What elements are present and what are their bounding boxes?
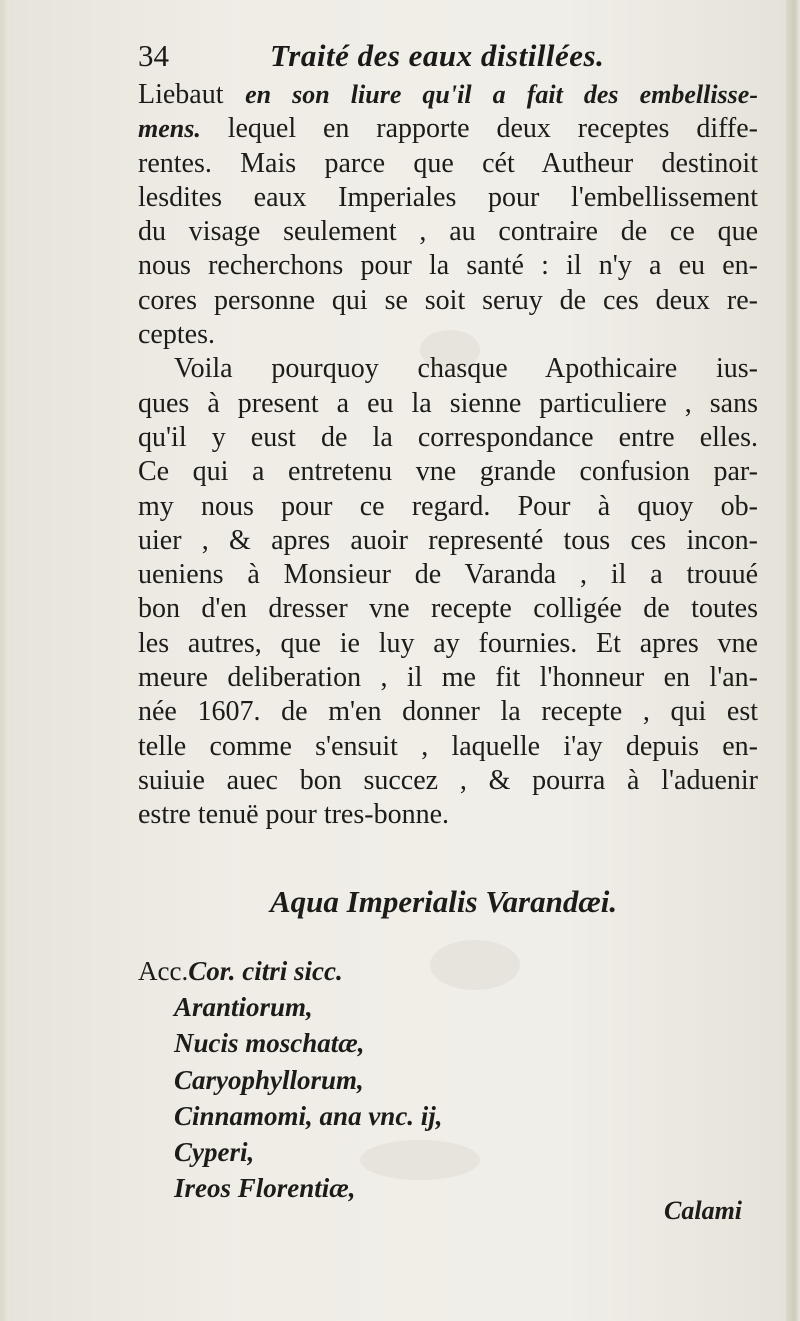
text-line <box>138 490 758 524</box>
text-line <box>138 318 758 352</box>
body-text <box>138 78 758 833</box>
text-segment: suiuie auec bon succez , & pourra à l'aduenir <box>138 764 758 796</box>
ingredient-text: Cor. citri sicc. <box>188 956 343 986</box>
text-line <box>138 730 758 764</box>
ingredient-text: Cyperi, <box>174 1137 255 1168</box>
text-line <box>138 592 758 626</box>
text-line <box>138 695 758 729</box>
text-line <box>138 112 758 146</box>
text-segment: née 1607. de m'en donner la recepte , qui est <box>138 696 758 728</box>
text-line <box>138 798 758 832</box>
text-segment: Liebaut <box>138 79 246 110</box>
text-line <box>138 421 758 455</box>
text-line <box>138 215 758 249</box>
acc-prefix: Acc. <box>138 956 189 986</box>
text-segment: les autres, que ie luy ay fournies. Et apres vne <box>138 627 758 659</box>
text-segment: Voila pourquoy chasque Apothicaire ius- <box>174 353 758 385</box>
text-segment: ques à present a eu la sienne particuliere , sans <box>138 387 758 419</box>
ingredient-text: Ireos Florentiæ, <box>174 1173 356 1204</box>
text-segment: my nous pour ce regard. Pour à quoy ob- <box>138 490 758 522</box>
text-segment: lesdites eaux Imperiales pour l'embellissement <box>138 181 758 213</box>
text-segment: cores personne qui se soit seruy de ces deux re- <box>138 284 758 316</box>
page-right-edge <box>786 0 800 1321</box>
running-title: Traité des eaux distillées. <box>270 38 605 73</box>
page-left-edge <box>0 0 10 1321</box>
text-line <box>138 147 758 181</box>
ingredient-item <box>138 1025 758 1061</box>
ingredient-item <box>138 1098 758 1134</box>
text-segment: mens. <box>138 114 201 144</box>
ingredient-text: Arantiorum, <box>174 992 313 1023</box>
text-line <box>138 387 758 421</box>
text-line <box>138 558 758 592</box>
page-number: 34 <box>138 38 169 73</box>
ingredient-item <box>138 989 758 1025</box>
ingredient-item <box>138 1134 758 1170</box>
text-line <box>138 352 758 386</box>
text-segment: Ce qui a entretenu vne grande confusion par- <box>138 456 758 488</box>
text-segment: rentes. Mais parce que cét Autheur destinoit <box>138 147 758 179</box>
text-line <box>138 455 758 489</box>
text-line <box>138 284 758 318</box>
text-segment: ueniens à Monsieur de Varanda , il a trouué <box>138 559 758 591</box>
catchword: Calami <box>664 1196 743 1225</box>
text-line <box>138 78 758 112</box>
ingredient-item <box>138 953 758 989</box>
text-segment: qu'il y eust de la correspondance entre elles. <box>138 421 758 453</box>
ingredient-list <box>138 953 758 1206</box>
text-line <box>138 627 758 661</box>
text-segment: en son liure qu'il a fait des embellisse- <box>245 80 758 109</box>
text-segment: lequel en rapporte deux receptes diffe- <box>200 113 758 145</box>
ingredient-text: Caryophyllorum, <box>174 1064 364 1095</box>
text-line <box>138 181 758 215</box>
ingredient-text: Cinnamomi, ana vnc. ij, <box>174 1100 443 1131</box>
text-segment: bon d'en dresser vne recepte colligée de toutes <box>138 593 758 625</box>
text-line <box>138 524 758 558</box>
text-segment: du visage seulement , au contraire de ce que <box>138 216 758 248</box>
text-segment: uier , & apres auoir representé tous ces incon- <box>138 524 758 556</box>
text-segment: ceptes. <box>138 319 215 351</box>
ingredient-text: Nucis moschatæ, <box>174 1028 365 1059</box>
ingredient-item <box>138 1062 758 1098</box>
text-line <box>138 661 758 695</box>
text-segment: meure deliberation , il me fit l'honneur en l'an- <box>138 662 758 694</box>
text-segment: estre tenuë pour tres-bonne. <box>138 799 449 831</box>
recipe-heading: Aqua Imperialis Varandæi. <box>270 884 618 919</box>
text-segment: nous recherchons pour la santé : il n'y a eu en- <box>138 250 758 282</box>
text-line <box>138 249 758 283</box>
text-segment: telle comme s'ensuit , laquelle i'ay depuis en- <box>138 730 758 762</box>
text-line <box>138 764 758 798</box>
